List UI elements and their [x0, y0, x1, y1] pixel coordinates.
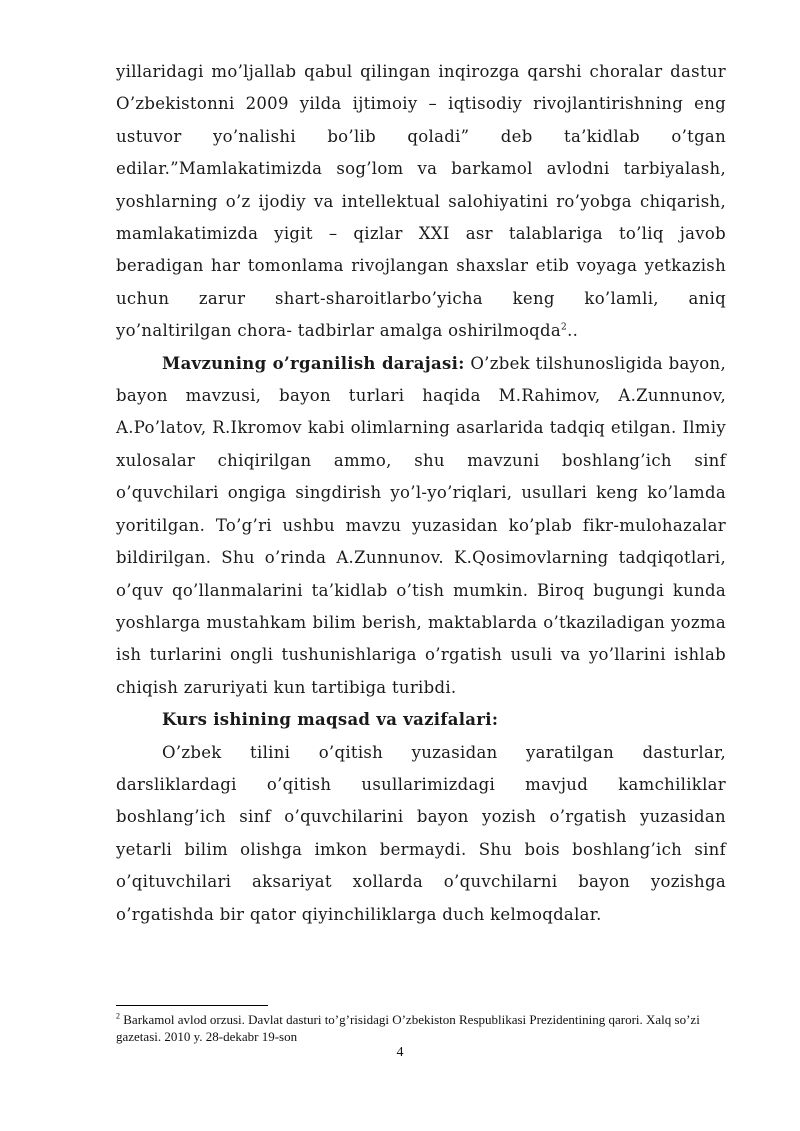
paragraph-end-punctuation: ..	[567, 321, 579, 341]
footnote-text: Barkamol avlod orzusi. Davlat dasturi to’g’risidagi O’zbekiston Respublikasi Prezidentining qarori. Xalq so’zi gazetasi. 2010 y. 28-dekabr 19-son	[116, 1012, 700, 1044]
body-text	[116, 56, 726, 931]
footnote-reference[interactable]: 2	[561, 322, 568, 333]
footnote	[116, 1011, 726, 1045]
paragraph-text: O’zbek tilshunosligida bayon, bayon mavzusi, bayon turlari haqida M.Rahimov, A.Zunnunov, A.Po’latov, R.Ikromov kabi olimlarning asarlarida tadqiq etilgan. Ilmiy xulosalar chiqirilgan ammo, shu mavzuni boshlang’ich sinf o’quvchilari ongiga singdirish yo’l-yo’riqlari, usullari keng ko’lamda yoritilgan. To’g’ri ushbu mavzu yuzasidan ko’plab fikr-mulohazalar bildirilgan. Shu o’rinda A.Zunnunov. K.Qosimovlarning tadqiqotlari, o’quv qo’llanmalarini ta’kidlab o’tish mumkin. Biroq bugungi kunda yoshlarga mustahkam bilim berish, maktablarda o’tkaziladigan yozma ish turlarini ongli tushunishlariga o’rgatish usuli va yo’llarini ishlab chiqish zaruriyati kun tartibiga turibdi.	[116, 353, 726, 697]
footnote-marker: 2	[116, 1011, 120, 1021]
section-heading-goals: Kurs ishining maqsad va vazifalari:	[162, 710, 499, 730]
footnote-divider	[116, 1005, 268, 1006]
page-number: 4	[396, 1045, 404, 1060]
section-heading-study-level: Mavzuning o’rganilish darajasi:	[162, 353, 465, 373]
paragraph-goals: O’zbek tilini o’qitish yuzasidan yaratilgan dasturlar, darsliklardagi o’qitish usullarimizdagi mavjud kamchiliklar boshlang’ich sinf o’quvchilarini bayon yozish o’rgatish yuzasidan yetarli bilim olishga imkon bermaydi. Shu bois boshlang’ich sinf o’qituvchilari aksariyat xollarda o’quvchilarni bayon yozishga o’rgatishda bir qator qiyinchiliklarga duch kelmoqdalar.	[116, 742, 726, 924]
paragraph-text: yillaridagi mo’ljallab qabul qilingan inqirozga qarshi choralar dastur O’zbekistonni 2009 yilda ijtimoiy – iqtisodiy rivojlantirishning eng ustuvor yo’nalishi bo’lib qoladi” deb ta’kidlab o’tgan edilar.”Mamlakatimizda sog’lom va barkamol avlodni tarbiyalash, yoshlarning o’z ijodiy va intellektual salohiyatini ro’yobga chiqarish, mamlakatimizda yigit – qizlar XXI asr talablariga to’liq javob beradigan har tomonlama rivojlangan shaxslar etib voyaga yetkazish uchun zarur shart-sharoitlarbo’yicha keng ko’lamli, aniq yo’naltirilgan chora- tadbirlar amalga oshirilmoqda	[116, 62, 726, 341]
paragraph-study-level	[116, 348, 726, 704]
paragraph-intro-continued	[116, 56, 726, 348]
